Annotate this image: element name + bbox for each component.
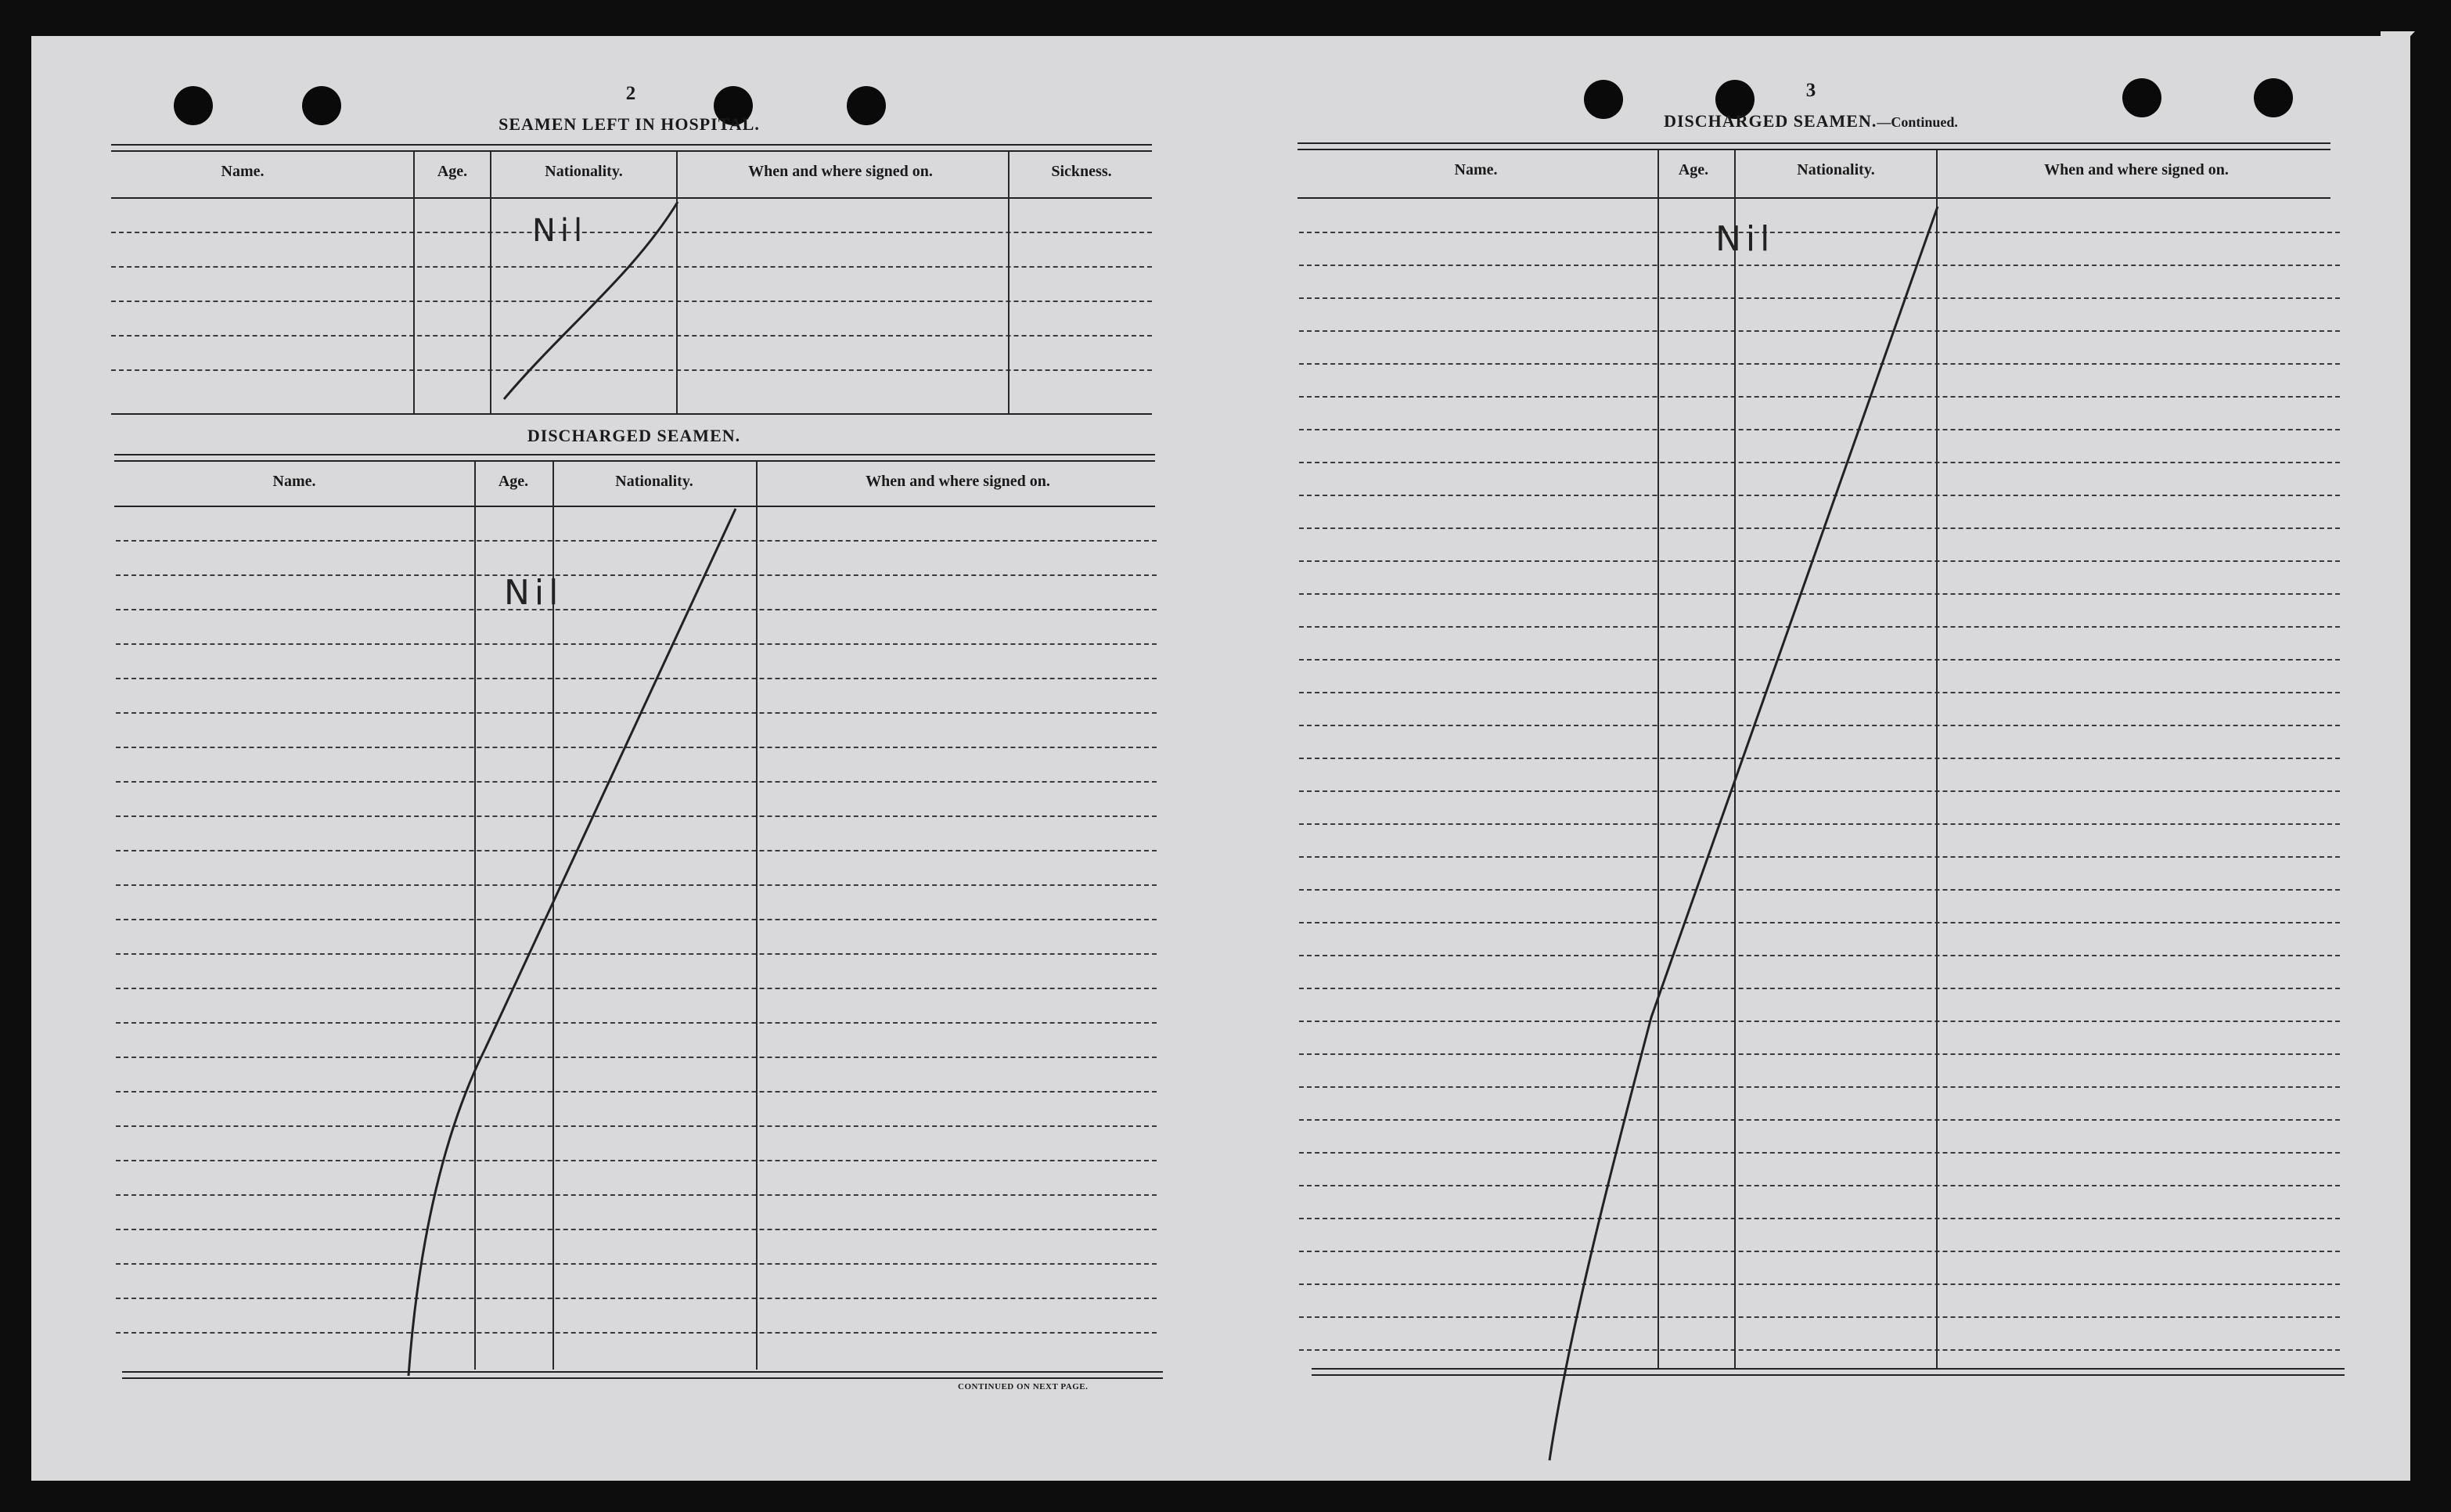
hospital-col-sickness: Sickness.: [1051, 163, 1112, 180]
left-page-number: 2: [625, 83, 636, 104]
hospital-section-title: SEAMEN LEFT IN HOSPITAL.: [498, 114, 760, 134]
discharged-col-name: Name.: [272, 473, 316, 490]
hospital-col-name: Name.: [221, 163, 265, 180]
discharged-col-age: Age.: [498, 473, 529, 490]
right-title-suffix: —Continued.: [1877, 114, 1958, 130]
right-col-nationality: Nationality.: [1797, 161, 1875, 178]
hospital-col-age: Age.: [437, 163, 468, 180]
hospital-nil-entry: Nil: [532, 213, 588, 249]
right-col-signed-on: When and where signed on.: [2044, 161, 2229, 178]
right-col-age: Age.: [1678, 161, 1709, 178]
hospital-strike-line: [504, 202, 678, 399]
right-strike-line: [1549, 207, 1938, 1460]
discharged-col-nationality: Nationality.: [615, 473, 693, 490]
discharged-section-title: DISCHARGED SEAMEN.: [527, 426, 741, 445]
hospital-col-nationality: Nationality.: [545, 163, 623, 180]
right-col-name: Name.: [1454, 161, 1498, 178]
discharged-strike-line: [408, 509, 736, 1376]
right-title-main: DISCHARGED SEAMEN.: [1664, 111, 1877, 131]
right-nil-entry: Nil: [1715, 219, 1775, 259]
discharged-col-signed-on: When and where signed on.: [866, 473, 1050, 490]
right-page-number: 3: [1805, 80, 1816, 101]
hospital-col-signed-on: When and where signed on.: [748, 163, 933, 180]
continued-note: CONTINUED ON NEXT PAGE.: [958, 1382, 1089, 1391]
discharged-nil-entry: Nil: [504, 573, 563, 613]
